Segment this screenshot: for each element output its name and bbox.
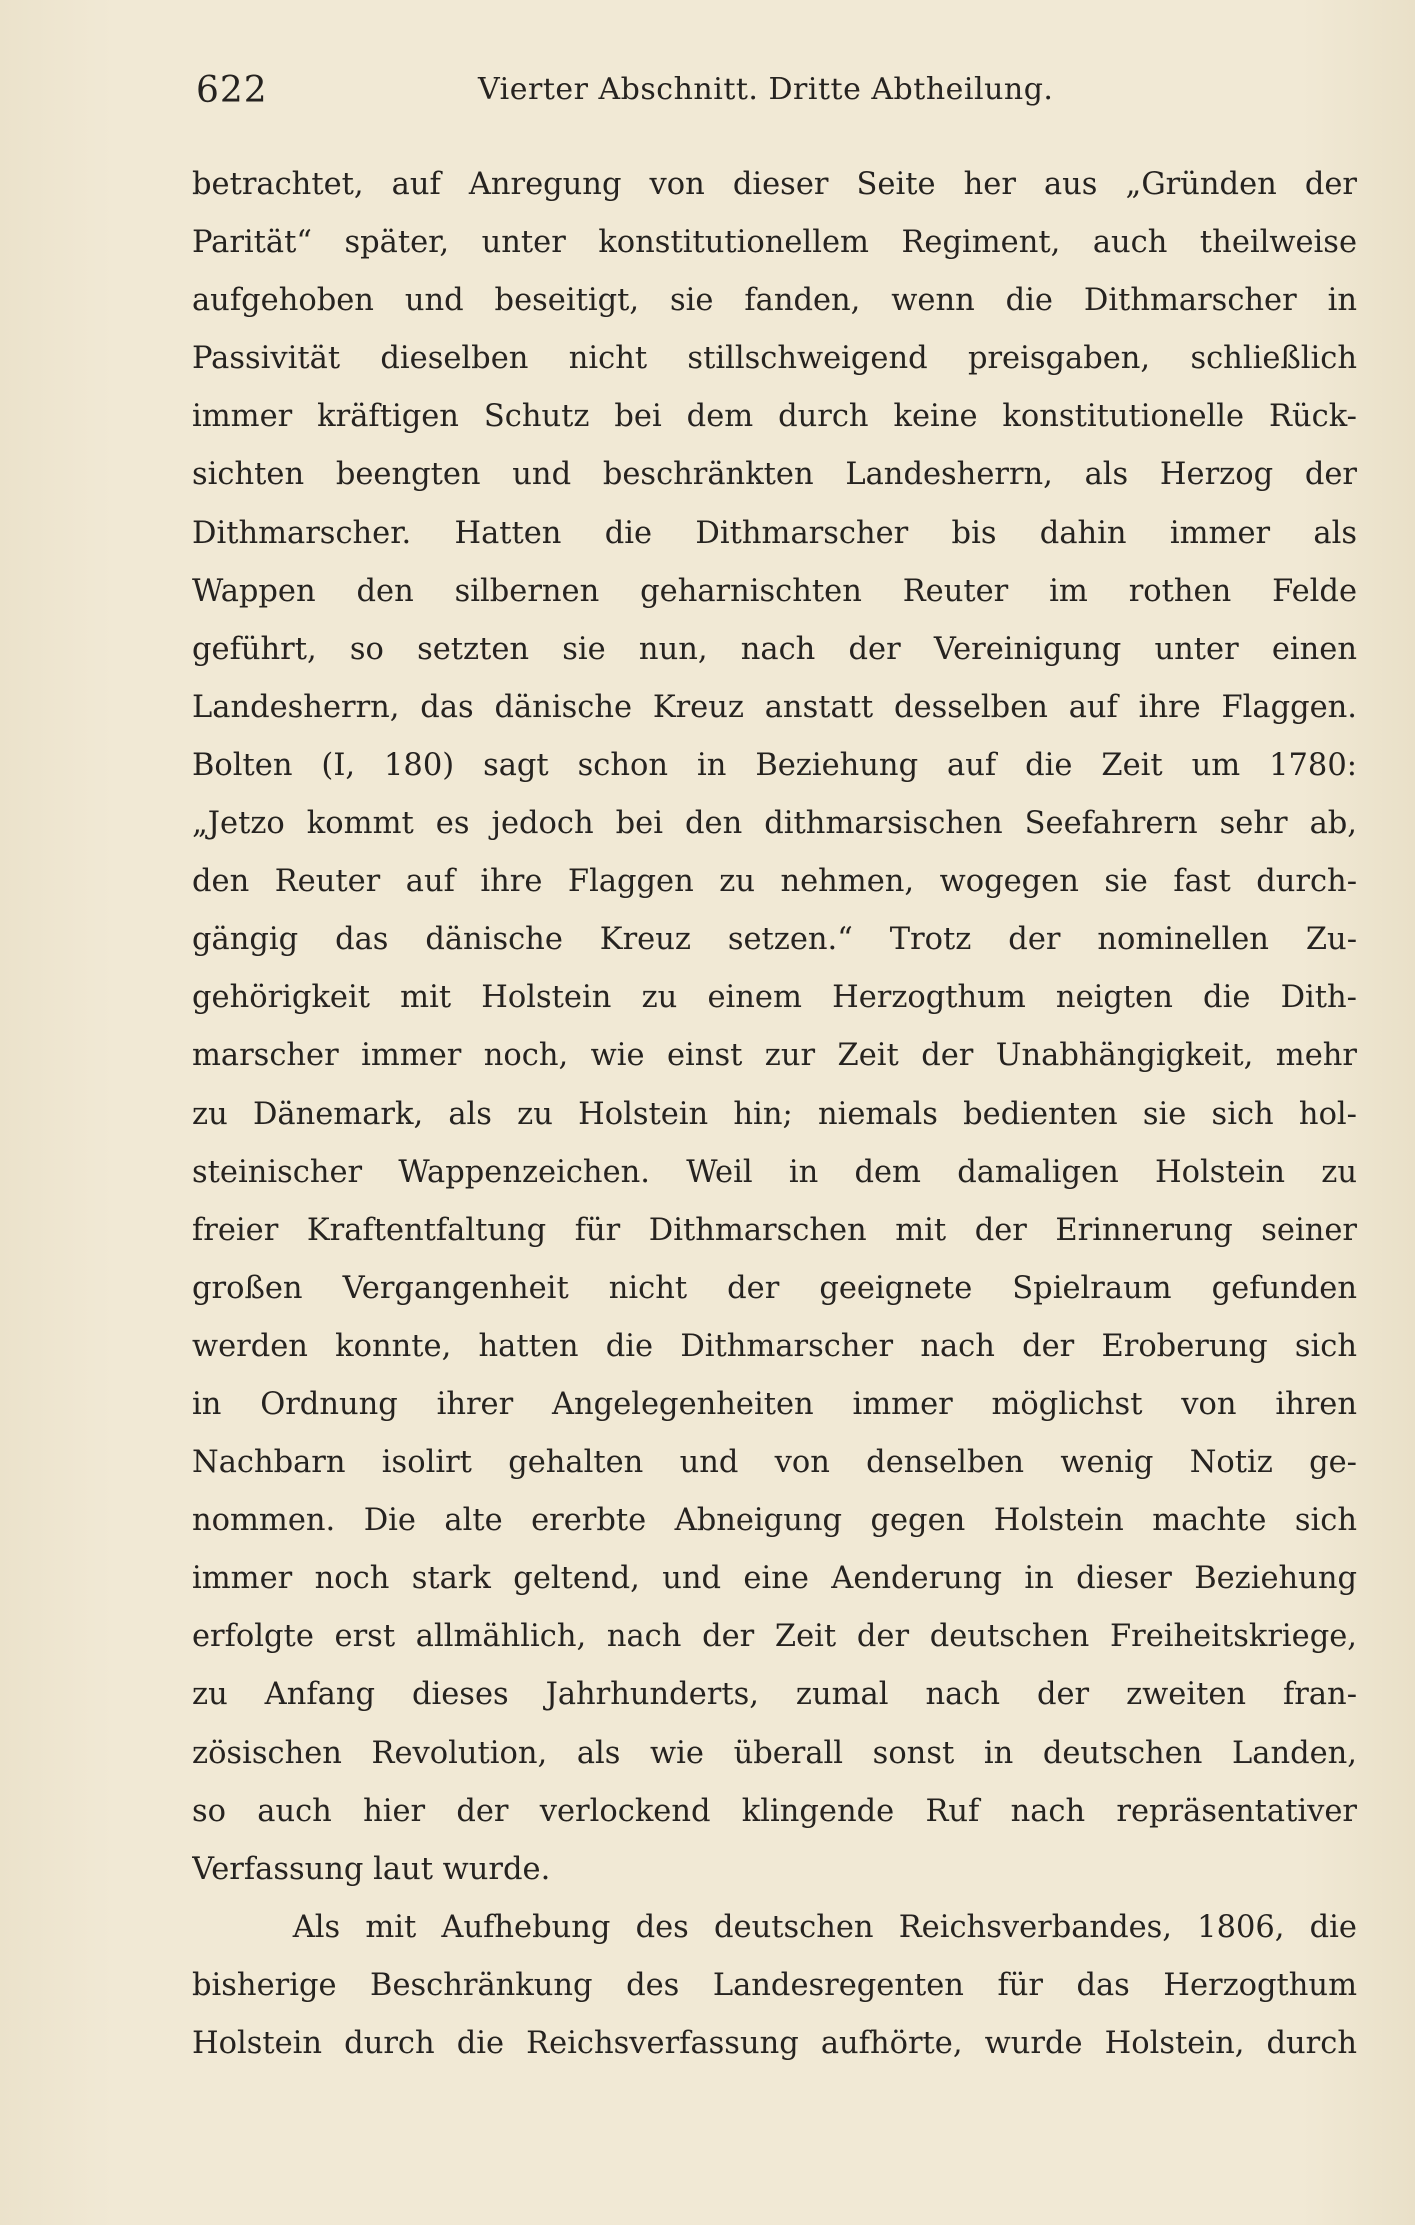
text-line: zösischen Revolution, als wie überall sonst in deutschen Landen, [192, 1735, 1357, 1771]
text-line: Verfassung laut wurde. [192, 1851, 551, 1887]
text-line: „Jetzo kommt es jedoch bei den dithmarsischen Seefahrern sehr ab, [192, 806, 1357, 842]
text-line: Holstein durch die Reichsverfassung aufhörte, wurde Holstein, durch [192, 2026, 1357, 2061]
page-header [196, 66, 1346, 116]
text-line: erfolgte erst allmählich, nach der Zeit der deutschen Freiheitskriege, [192, 1619, 1357, 1655]
text-line: sichten beengten und beschränkten Landesherrn, als Herzog der [192, 457, 1357, 493]
text-line: geführt, so setzten sie nun, nach der Vereinigung unter einen [192, 631, 1357, 667]
text-line: nommen. Die alte ererbte Abneigung gegen Holstein machte sich [192, 1503, 1357, 1539]
text-line: großen Vergangenheit nicht der geeignete Spielraum gefunden [192, 1270, 1357, 1306]
text-line: freier Kraftentfaltung für Dithmarschen mit der Erinnerung seiner [192, 1212, 1357, 1248]
body-text [192, 156, 1357, 2073]
text-line: Wappen den silbernen geharnischten Reuter im rothen Felde [192, 573, 1357, 609]
text-line: Parität“ später, unter konstitutionellem Regiment, auch theilweise [192, 225, 1357, 261]
text-line: Nachbarn isolirt gehalten und von denselben wenig Notiz ge- [192, 1445, 1357, 1481]
page-number: 622 [196, 70, 268, 111]
text-line: Bolten (I, 180) sagt schon in Beziehung auf die Zeit um 1780: [192, 747, 1357, 783]
text-line: immer noch stark geltend, und eine Aenderung in dieser Beziehung [192, 1561, 1357, 1597]
text-line: gehörigkeit mit Holstein zu einem Herzogthum neigten die Dith- [192, 980, 1357, 1016]
text-line: Dithmarscher. Hatten die Dithmarscher bis dahin immer als [192, 515, 1357, 551]
text-line: Passivität dieselben nicht stillschweigend preisgaben, schließlich [192, 341, 1357, 377]
text-line: gängig das dänische Kreuz setzen.“ Trotz der nominellen Zu- [192, 922, 1357, 958]
text-line: aufgehoben und beseitigt, sie fanden, wenn die Dithmarscher in [192, 283, 1357, 319]
running-head: Vierter Abschnitt. Dritte Abtheilung. [478, 72, 1054, 107]
text-line: den Reuter auf ihre Flaggen zu nehmen, wogegen sie fast durch- [192, 864, 1357, 900]
text-line: zu Dänemark, als zu Holstein hin; niemals bedienten sie sich hol- [192, 1096, 1357, 1132]
text-line: immer kräftigen Schutz bei dem durch keine konstitutionelle Rück- [192, 399, 1357, 435]
text-line: Als mit Aufhebung des deutschen Reichsverbandes, 1806, die [192, 1909, 1357, 1945]
text-line: steinischer Wappenzeichen. Weil in dem damaligen Holstein zu [192, 1154, 1357, 1190]
text-line: marscher immer noch, wie einst zur Zeit der Unabhängigkeit, mehr [192, 1038, 1357, 1074]
text-line: zu Anfang dieses Jahrhunderts, zumal nach der zweiten fran- [192, 1677, 1357, 1713]
text-line: betrachtet, auf Anregung von dieser Seite her aus „Gründen der [192, 167, 1357, 202]
text-line: werden konnte, hatten die Dithmarscher nach der Eroberung sich [192, 1328, 1357, 1364]
text-line: in Ordnung ihrer Angelegenheiten immer möglichst von ihren [192, 1386, 1357, 1422]
text-line: Landesherrn, das dänische Kreuz anstatt desselben auf ihre Flaggen. [192, 689, 1357, 725]
text-line: bisherige Beschränkung des Landesregenten für das Herzogthum [192, 1967, 1357, 2003]
text-line: so auch hier der verlockend klingende Ruf nach repräsentativer [192, 1793, 1357, 1829]
